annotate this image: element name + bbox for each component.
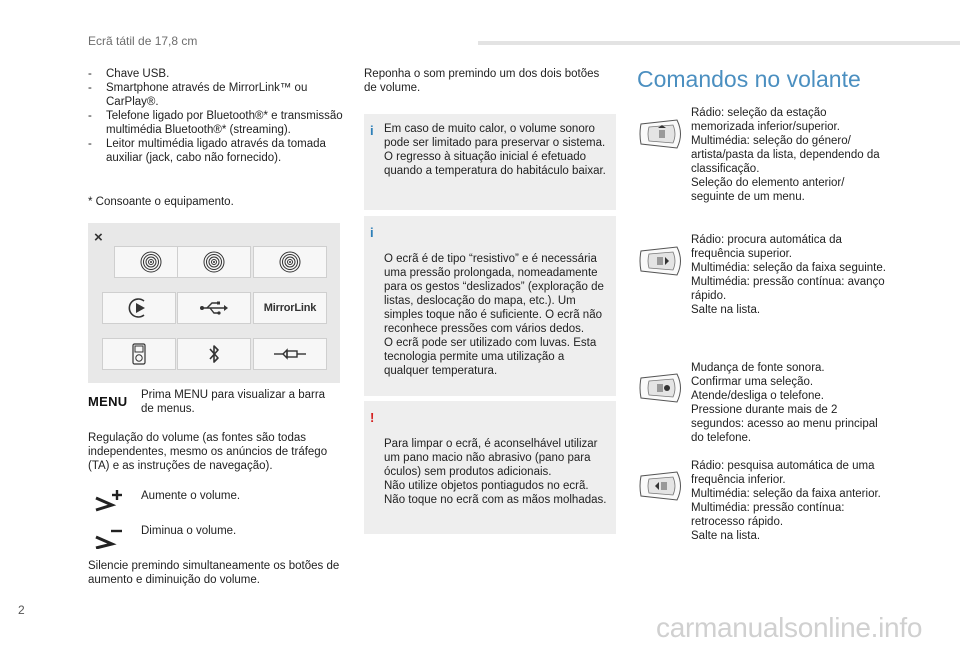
watermark: carmanualsonline.info bbox=[656, 612, 923, 643]
menu-instruction: Prima MENU para visualizar a barra de menus. bbox=[141, 389, 326, 415]
usb-icon[interactable] bbox=[177, 292, 251, 324]
steering-item-text: Mudança de fonte sonora. Confirmar uma seleção. Atende/desliga o telefone. Pressione durante mais de 2 segundos: acesso ao menu principal do telefone. bbox=[691, 362, 878, 444]
volume-up-text: Aumente o volume. bbox=[141, 490, 241, 502]
menu-key: MENU bbox=[88, 394, 128, 409]
info-box-resistive: i O ecrã é de tipo “resistivo” e é necessária uma pressão prolongada, nomeadamente para os gestos “deslizados” (exploração de listas, deslocação do mapa, etc.). Um simples toque não é suficiente. O ecrã não reconhece pressões com vários dedos. O ecrã pode ser utilizado com luvas. Esta tecnologia permite uma utilização a qualquer temperatura. bbox=[364, 216, 616, 396]
radio-icon[interactable] bbox=[253, 246, 327, 278]
volume-restore-text: Reponha o som premindo um dos dois botões de volume. bbox=[364, 68, 600, 94]
header-rule bbox=[478, 41, 960, 45]
list-item: - Smartphone através de MirrorLink™ ou CarPlay®. bbox=[88, 82, 308, 108]
volume-down-text: Diminua o volume. bbox=[141, 525, 237, 537]
info-box-heat: i Em caso de muito calor, o volume sonoro pode ser limitado para preservar o sistema. O regresso à situação inicial é efetuado quando a temperatura do habitáculo baixar. bbox=[364, 114, 616, 210]
list-item: - Telefone ligado por Bluetooth®* e transmissão multimédia Bluetooth®* (streaming). bbox=[88, 110, 343, 136]
steering-switch-press-icon bbox=[637, 372, 687, 404]
source-screen-illustration bbox=[88, 223, 340, 383]
mirrorlink-logo[interactable]: MirrorLink bbox=[253, 292, 327, 324]
info-icon: i bbox=[370, 225, 374, 240]
steering-item-text: Rádio: procura automática da frequência superior. Multimédia: seleção da faixa seguinte. Multimédia: pressão contínua: avanço rápido. Salte na lista. bbox=[691, 234, 886, 316]
volume-intro: Regulação do volume (as fontes são todas independentes, mesmo os anúncios de tráfego (TA) e as instruções de navegação). bbox=[88, 432, 328, 472]
warning-icon: ! bbox=[370, 410, 375, 425]
play-icon[interactable] bbox=[102, 292, 176, 324]
section-title: Comandos no volante bbox=[637, 66, 861, 92]
jack-icon[interactable] bbox=[253, 338, 327, 370]
close-icon[interactable]: × bbox=[94, 229, 103, 246]
list-item: - Leitor multimédia ligado através da tomada auxiliar (jack, cabo não fornecido). bbox=[88, 138, 326, 164]
steering-switch-left-icon bbox=[637, 470, 687, 502]
info-icon: i bbox=[370, 123, 374, 138]
volume-down-icon bbox=[94, 525, 124, 554]
volume-up-icon bbox=[94, 488, 124, 517]
list-item: - Chave USB. bbox=[88, 68, 170, 80]
radio-icon[interactable] bbox=[177, 246, 251, 278]
steering-switch-right-icon bbox=[637, 245, 687, 277]
footnote: * Consoante o equipamento. bbox=[88, 196, 234, 208]
steering-switch-up-icon bbox=[637, 118, 687, 150]
bluetooth-icon[interactable] bbox=[177, 338, 251, 370]
steering-item-text: Rádio: pesquisa automática de uma frequência inferior. Multimédia: seleção da faixa anterior. Multimédia: pressão contínua: retrocesso rápido. Salte na lista. bbox=[691, 460, 881, 542]
steering-item-text: Rádio: seleção da estação memorizada inferior/superior. Multimédia: seleção do género/ artista/pasta da lista, dependendo da classificação. Seleção do elemento anterior/ seguinte de um menu. bbox=[691, 107, 880, 203]
sources-list bbox=[88, 67, 346, 165]
media-player-icon[interactable] bbox=[102, 338, 176, 370]
page-number: 2 bbox=[18, 603, 25, 617]
mute-instruction: Silencie premindo simultaneamente os botões de aumento e diminuição do volume. bbox=[88, 560, 340, 586]
page-header-title: Ecrã tátil de 17,8 cm bbox=[88, 34, 198, 48]
warning-box-cleaning: ! Para limpar o ecrã, é aconselhável utilizar um pano macio não abrasivo (pano para óculos) sem produtos adicionais. Não utilize objetos pontiagudos no ecrã. Não toque no ecrã com as mãos molhadas. bbox=[364, 401, 616, 534]
